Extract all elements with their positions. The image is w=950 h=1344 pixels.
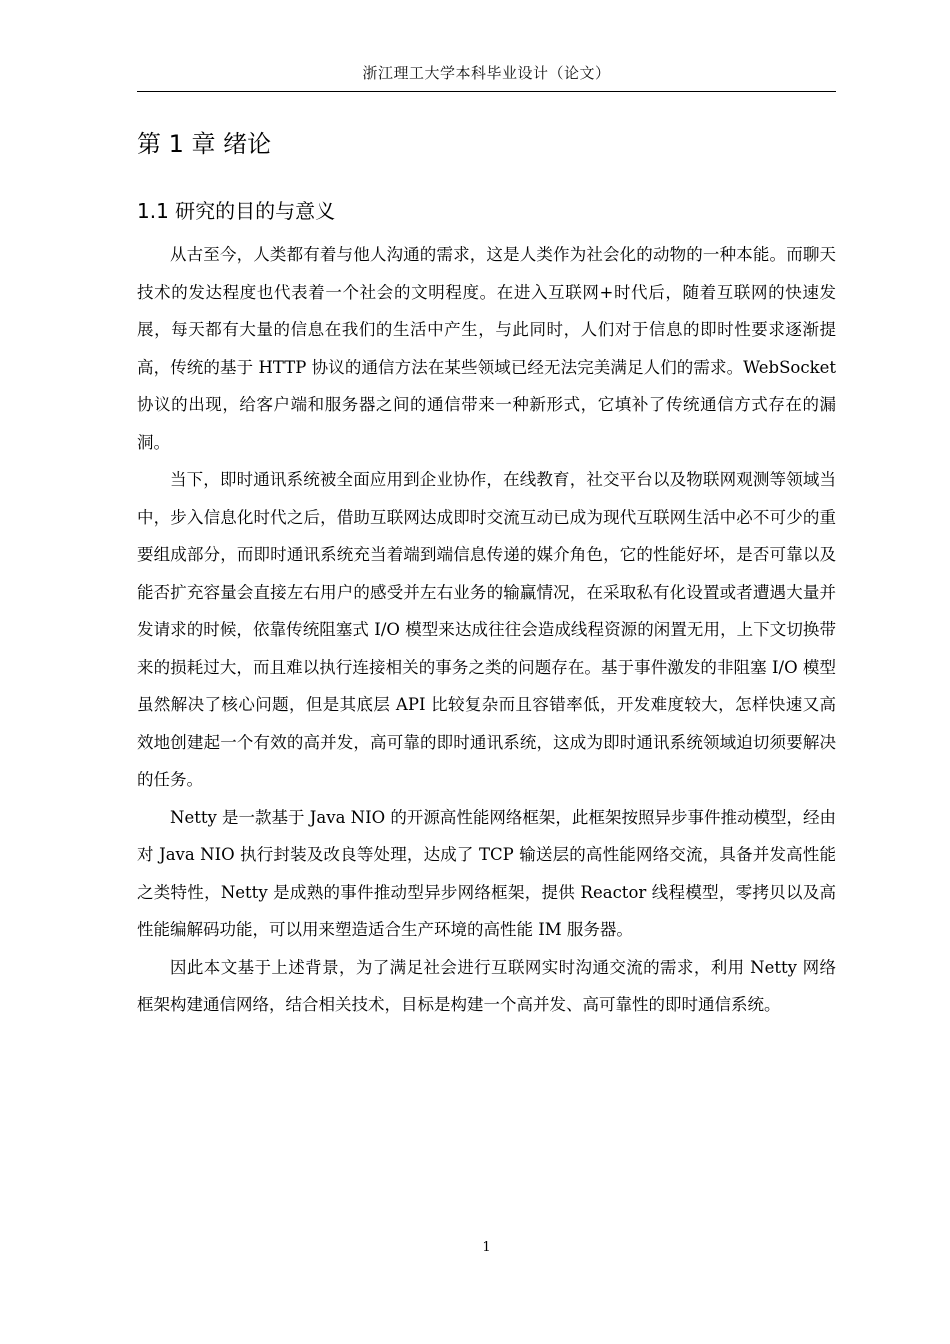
section-title: 1.1 研究的目的与意义	[137, 199, 336, 223]
paragraph-1: 从古至今，人类都有着与他人沟通的需求，这是人类作为社会化的动物的一种本能。而聊天技术的发达程度也代表着一个社会的文明程度。在进入互联网+时代后，随着互联网的快速发展，每天都有大量的信息在我们的生活中产生，与此同时，人们对于信息的即时性要求逐渐提高，传统的基于 HTTP 协议的通信方法在某些领域已经无法完美满足人们的需求。WebSocket 协议的出现，给客户端和服务器之间的通信带来一种新形式，它填补了传统通信方式存在的漏洞。	[137, 245, 836, 452]
header-divider	[137, 91, 836, 92]
paragraph-4: 因此本文基于上述背景，为了满足社会进行互联网实时沟通交流的需求，利用 Netty 网络框架构建通信网络，结合相关技术，目标是构建一个高并发、高可靠性的即时通信系统。	[137, 957, 836, 1014]
chapter-title: 第 1 章 绪论	[137, 130, 272, 158]
paragraph-2: 当下，即时通讯系统被全面应用到企业协作，在线教育，社交平台以及物联网观测等领域当中，步入信息化时代之后，借助互联网达成即时交流互动已成为现代互联网生活中必不可少的重要组成部分，而即时通讯系统充当着端到端信息传递的媒介角色，它的性能好坏，是否可靠以及能否扩充容量会直接左右用户的感受并左右业务的输赢情况，在采取私有化设置或者遭遇大量并发请求的时候，依靠传统阻塞式 I/O 模型来达成往往会造成线程资源的闲置无用，上下文切换带来的损耗过大，而且难以执行连接相关的事务之类的问题存在。基于事件激发的非阻塞 I/O 模型虽然解决了核心问题，但是其底层 API 比较复杂而且容错率低，开发难度较大，怎样快速又高效地创建起一个有效的高并发，高可靠的即时通讯系统，这成为即时通讯系统领域迫切须要解决的任务。	[137, 470, 836, 789]
page-number: 1	[482, 1240, 491, 1255]
paragraph-3: Netty 是一款基于 Java NIO 的开源高性能网络框架，此框架按照异步事件推动模型，经由对 Java NIO 执行封装及改良等处理，达成了 TCP 输送层的高性能网络交流，具备并发高性能之类特性，Netty 是成熟的事件推动型异步网络框架，提供 Reactor 线程模型，零拷贝以及高性能编解码功能，可以用来塑造适合生产环境的高性能 IM 服务器。	[137, 807, 836, 939]
running-header: 浙江理工大学本科毕业设计（论文）	[362, 64, 611, 82]
body-text	[137, 236, 836, 1024]
